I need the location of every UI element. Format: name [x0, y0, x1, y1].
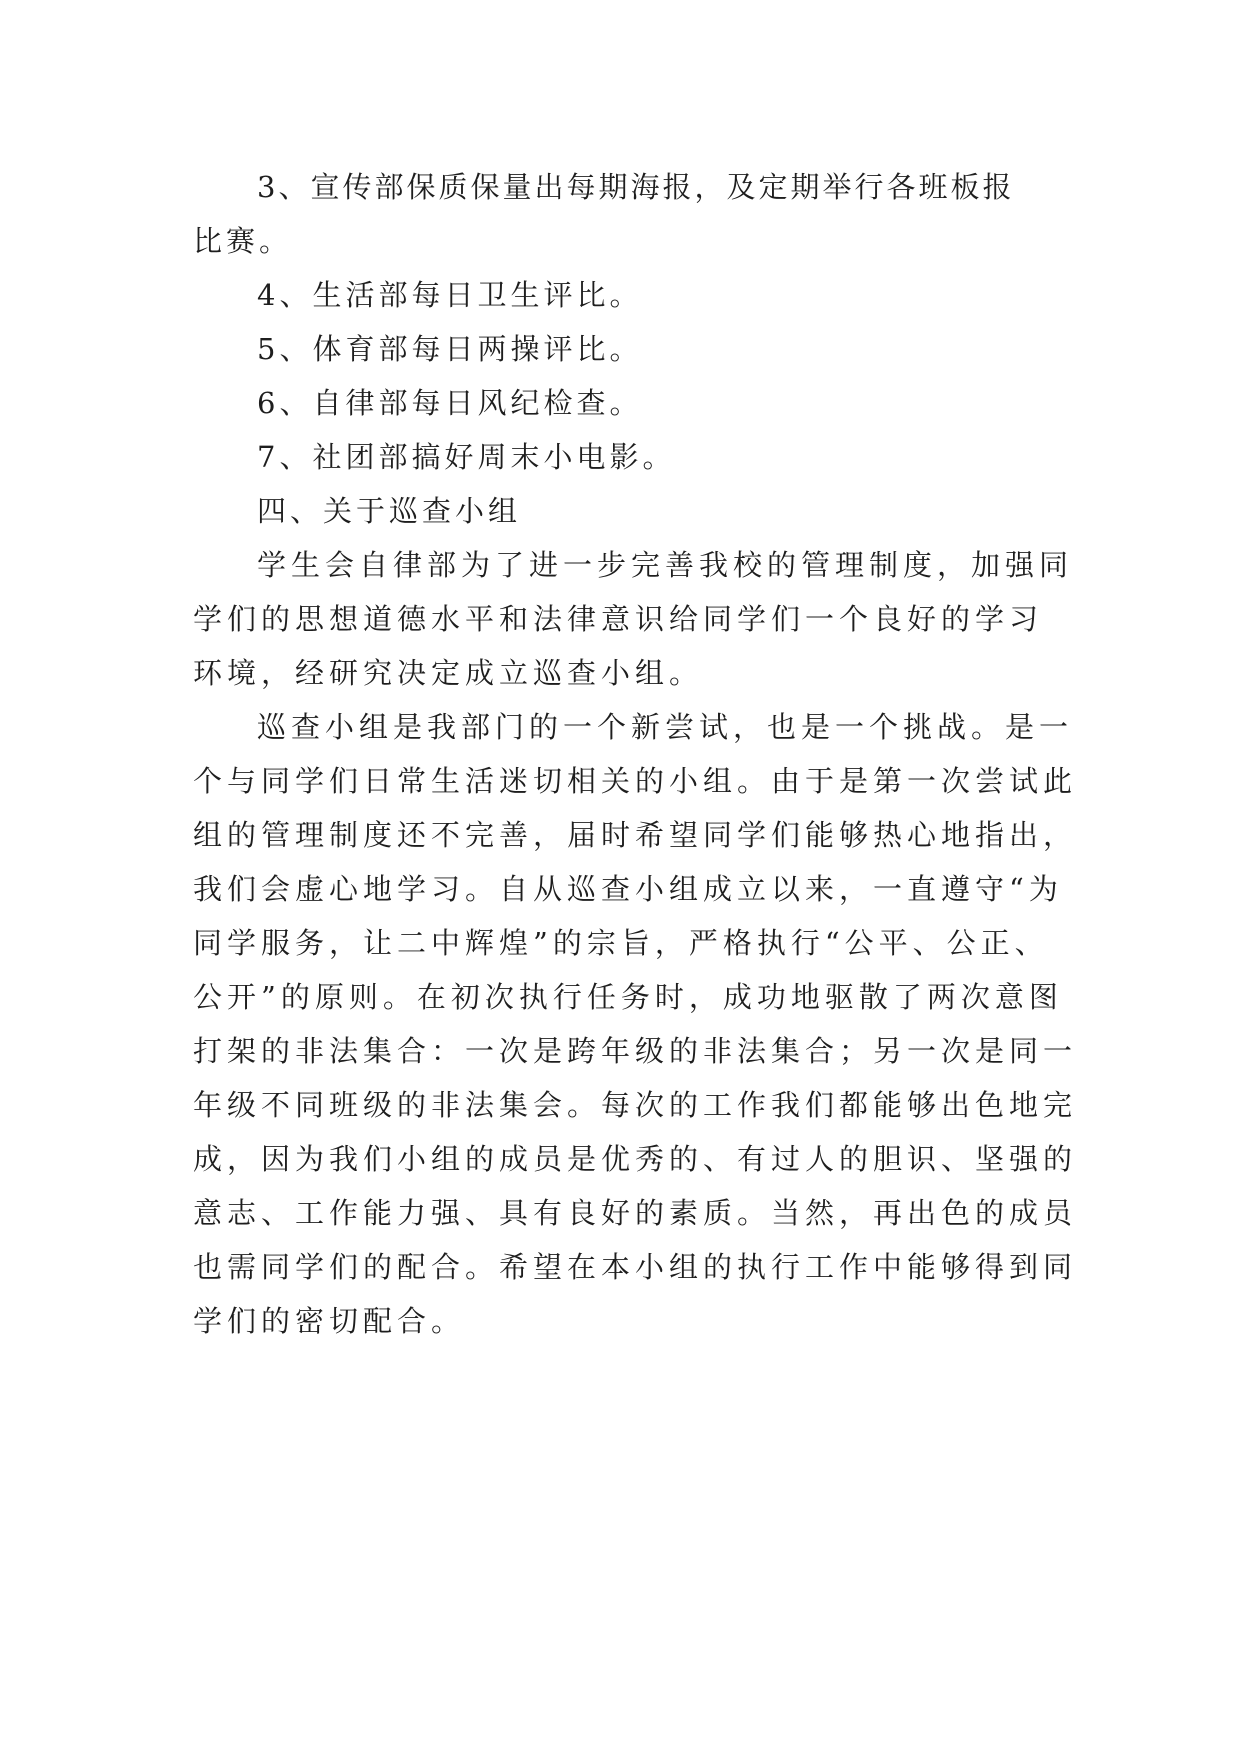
- list-item-publicity-continued: 比赛。: [193, 224, 293, 258]
- list-item-club: 7、社团部搞好周末小电影。: [257, 440, 676, 474]
- paragraph-line: 巡查小组是我部门的一个新尝试，也是一个挑战。是一: [257, 710, 1074, 744]
- section-heading: 四、关于巡查小组: [257, 494, 522, 528]
- list-item-sports: 5、体育部每日两操评比。: [257, 332, 643, 366]
- list-item-life: 4、生活部每日卫生评比。: [257, 278, 643, 312]
- list-item-discipline: 6、自律部每日风纪检查。: [257, 386, 643, 420]
- paragraph-line: 我们会虚心地学习。自从巡查小组成立以来，一直遵守“为: [193, 872, 1063, 906]
- paragraph-line: 同学服务，让二中辉煌”的宗旨，严格执行“公平、公正、: [193, 926, 1049, 960]
- paragraph-line: 也需同学们的配合。希望在本小组的执行工作中能够得到同: [193, 1250, 1078, 1284]
- list-item-publicity: 3、宣传部保质保量出每期海报，及定期举行各班板报: [257, 170, 1015, 204]
- paragraph-line: 组的管理制度还不完善，届时希望同学们能够热心地指出，: [193, 818, 1078, 852]
- paragraph-line: 成，因为我们小组的成员是优秀的、有过人的胆识、坚强的: [193, 1142, 1078, 1176]
- paragraph-line: 学生会自律部为了进一步完善我校的管理制度，加强同: [257, 548, 1074, 582]
- document-body: [193, 160, 1078, 1348]
- paragraph-line: 年级不同班级的非法集会。每次的工作我们都能够出色地完: [193, 1088, 1078, 1122]
- paragraph-line: 个与同学们日常生活迷切相关的小组。由于是第一次尝试此: [193, 764, 1078, 798]
- paragraph-line: 意志、工作能力强、具有良好的素质。当然，再出色的成员: [193, 1196, 1078, 1230]
- paragraph-line: 打架的非法集合：一次是跨年级的非法集合；另一次是同一: [193, 1034, 1078, 1068]
- paragraph-line: 学们的思想道德水平和法律意识给同学们一个良好的学习: [193, 602, 1044, 636]
- paragraph-line: 学们的密切配合。: [193, 1304, 466, 1338]
- paragraph-line: 公开”的原则。在初次执行任务时，成功地驱散了两次意图: [193, 980, 1063, 1014]
- paragraph-line: 环境，经研究决定成立巡查小组。: [193, 656, 704, 690]
